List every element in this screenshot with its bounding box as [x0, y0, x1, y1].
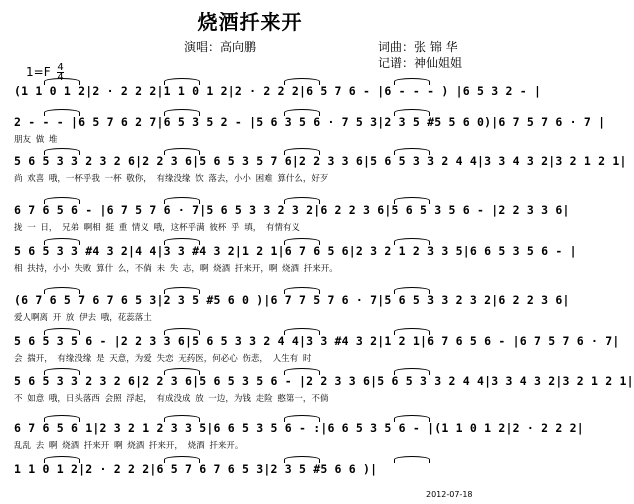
slur-mark [44, 456, 80, 463]
notation-text: (6 7 6 5 7 6 7 6 5 3|2 3 5 #5 6 0 )|6 7 7 5 7 6 · 7|5 6 5 3 3 2 3 2|6 2 2 3 6| [14, 293, 570, 307]
slur-mark [394, 197, 430, 204]
lyric-row: 乱乱 去 啊 烧酒 扦来开 啊 烧酒 扦来开， 烧酒 扦来开。 [14, 441, 244, 451]
notation-text: 6 7 6 5 6 - |6 7 5 7 6 · 7|5 6 5 3 3 2 3 2|6 2 2 3 6|5 6 5 3 5 6 - |2 2 3 3 6| [14, 203, 570, 217]
lyric-row: 相 扶持，小小 失败 算什 么，不倘 未 失 志，啊 烧酒 扦来开，啊 烧酒 扦来开。 [14, 264, 338, 274]
lyric-row: 拢 一 日， 兄弟 啊相 挺 重 情义 哦，这杯乎满 彼杯 乎 填， 有情有义 [14, 223, 300, 233]
lyricist-credit: 词曲：张 锦 华 [378, 40, 458, 54]
notation-row [14, 115, 606, 129]
notation-text: 1 1 0 1 2|2 · 2 2 2|6 5 7 6 7 6 5 3|2 3 5 #5 6 6 )| [14, 462, 378, 476]
slur-mark [44, 368, 80, 375]
slur-mark [44, 328, 80, 335]
slur-mark [164, 238, 200, 245]
notation-row [14, 244, 577, 258]
slur-mark [164, 109, 200, 116]
slur-mark [164, 415, 200, 422]
slur-mark [284, 148, 320, 155]
slur-mark [164, 328, 200, 335]
slur-mark [394, 287, 430, 294]
notation-text: 5 6 5 3 3 2 3 2 6|2 2 3 6|5 6 5 3 5 7 6|2 2 3 3 6|5 6 5 3 3 2 4 4|3 3 4 3 2|3 2 1 2 1| [14, 154, 627, 168]
lyric-row: 不 如意 哦，日头落西 会照 浮起， 有成没成 放 一边，为钱 走险 憨第一，不倘 [14, 394, 329, 404]
notation-text: 5 6 5 3 3 #4 3 2|4 4|3 3 #4 3 2|1 2 1|6 7 6 5 6|2 3 2 1 2 3 3 5|6 6 5 3 5 6 - | [14, 244, 577, 258]
slur-mark [164, 78, 200, 85]
slur-mark [284, 287, 320, 294]
slur-mark [44, 78, 80, 85]
time-signature-bottom: 4 [57, 72, 64, 83]
slur-mark [394, 328, 430, 335]
lyric-row: 会 揣开， 有缘没缘 是 天意，为爱 失恋 无药医，何必心 伤悲， 人生有 时 [14, 354, 312, 364]
slur-mark [394, 148, 430, 155]
slur-mark [394, 368, 430, 375]
slur-mark [44, 197, 80, 204]
key-text: 1=F [26, 65, 51, 79]
slur-mark [394, 238, 430, 245]
notation-row [14, 84, 542, 98]
notation-row [14, 334, 620, 348]
slur-mark [164, 287, 200, 294]
notation-text: 5 6 5 3 5 6 - |2 2 3 3 6|5 6 5 3 3 2 4 4|3 3 #4 3 2|1 2 1|6 7 6 5 6 - |6 7 5 7 6 · 7| [14, 334, 620, 348]
notation-row [14, 462, 494, 476]
slur-mark [44, 109, 80, 116]
slur-mark [284, 456, 320, 463]
notation-text: (1 1 0 1 2|2 · 2 2 2|1 1 0 1 2|2 · 2 2 2|6 5 7 6 - |6 - - - ) |6 5 3 2 - | [14, 84, 542, 98]
slur-mark [44, 415, 80, 422]
slur-mark [284, 328, 320, 335]
slur-mark [284, 238, 320, 245]
slur-mark [284, 109, 320, 116]
slur-mark [394, 415, 430, 422]
lyric-row: 尚 欢喜 哦，一杯乎我 一杯 敬你， 有缘没缘 饮 落去，小小 困难 算什么，好歹 [14, 174, 329, 184]
slur-mark [284, 197, 320, 204]
slur-mark [394, 109, 430, 116]
singer-credit: 演唱：高向鹏 [184, 40, 257, 54]
notation-row [14, 421, 584, 435]
notation-row [14, 154, 627, 168]
slur-mark [164, 368, 200, 375]
notation-row [14, 203, 570, 217]
notation-text: 5 6 5 3 3 2 3 2 6|2 2 3 6|5 6 5 3 5 6 - |2 2 3 3 6|5 6 5 3 3 2 4 4|3 3 4 3 2|3 2 1 2 1| [14, 374, 634, 388]
slur-mark [284, 368, 320, 375]
slur-mark [164, 197, 200, 204]
notation-row [14, 293, 570, 307]
lyric-row: 爱人啊离 开 放 伊去 哦，花蕊落土 [14, 313, 152, 323]
notation-text: 2 - - - |6 5 7 6 2 7|6 5 3 5 2 - |5 6 3 5 6 · 7 5 3|2 3 5 #5 5 6 0)|6 7 5 7 6 · 7 | [14, 115, 606, 129]
slur-mark [394, 456, 430, 463]
slur-mark [164, 148, 200, 155]
lyric-row: 朋友 做 堆 [14, 135, 58, 145]
slur-mark [284, 415, 320, 422]
date-stamp: 2012-07-18 [426, 490, 473, 499]
notation-row [14, 374, 634, 388]
notation-text: 6 7 6 5 6 1|2 3 2 1 2 3 3 5|6 6 5 3 5 6 - :|6 6 5 3 5 6 - |(1 1 0 1 2|2 · 2 2 2| [14, 421, 584, 435]
slur-mark [44, 148, 80, 155]
slur-mark [44, 287, 80, 294]
slur-mark [44, 238, 80, 245]
slur-mark [394, 78, 430, 85]
song-title: 烧酒扦来开 [197, 10, 303, 34]
slur-mark [164, 456, 200, 463]
time-signature-top: 4 [57, 62, 64, 73]
slur-mark [284, 78, 320, 85]
transcriber-credit: 记谱：神仙姐姐 [378, 56, 463, 70]
